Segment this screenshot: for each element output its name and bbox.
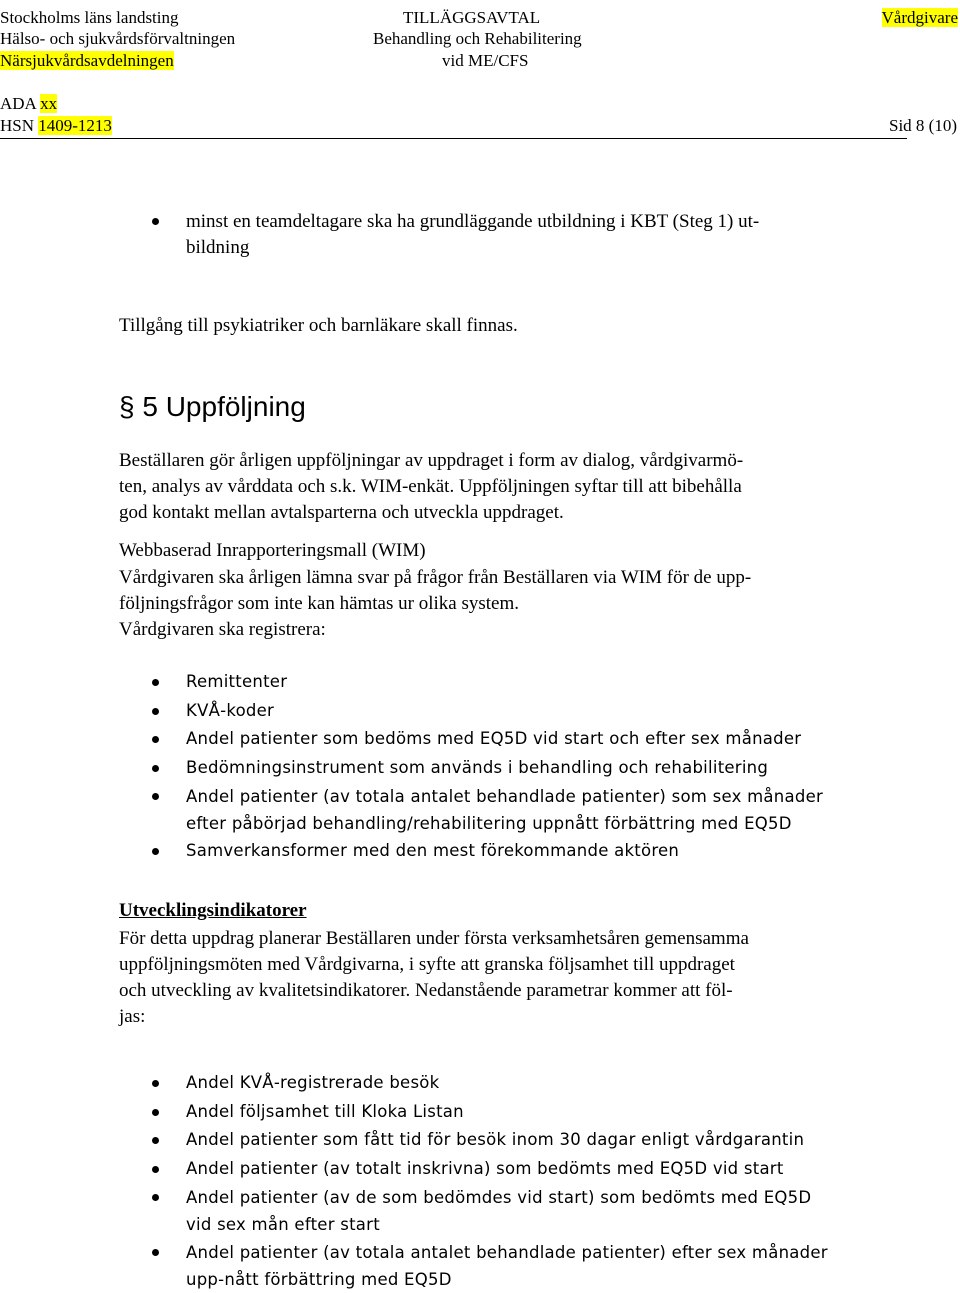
tillgang-paragraph: Tillgång till psykiatriker och barnläkare skall finnas.: [119, 315, 518, 336]
paragraph-line: För detta uppdrag planerar Beställaren under första verksamhetsåren gemensamma: [119, 928, 749, 949]
list-item: [0, 1069, 828, 1098]
indicators-paragraph: [119, 926, 749, 1030]
list-item: [0, 725, 823, 754]
doc-type: TILLÄGGSAVTAL: [403, 8, 541, 27]
indicator-list: [0, 1069, 828, 1293]
paragraph-line: Vårdgivaren ska årligen lämna svar på frågor från Beställaren via WIM för de upp-: [119, 567, 752, 588]
bullet-icon: [152, 848, 159, 855]
paragraph-line: ten, analys av vårddata och s.k. WIM-enkät. Uppföljningen syftar till att bibehålla: [119, 476, 742, 497]
list-item-text: Samverkansformer med den mest förekommande aktören: [186, 841, 680, 860]
section-heading: [119, 389, 306, 425]
bullet-icon: [152, 765, 159, 772]
paragraph-line: och utveckling av kvalitetsindikatorer. Nedanstående parametrar kommer att föl-: [119, 980, 733, 1001]
list-item-text: minst en teamdeltagare ska ha grundläggande utbildning i KBT (Steg 1) ut-: [186, 211, 760, 232]
list-item: [0, 1126, 828, 1155]
org-department: Hälso- och sjukvårdsförvaltningen: [0, 29, 236, 48]
list-item: [0, 668, 823, 697]
bullet-icon: [152, 736, 159, 743]
ada-value: xx: [40, 94, 58, 113]
list-item-text: Remittenter: [186, 672, 288, 691]
party-label: [882, 7, 958, 28]
list-item-text: Andel patienter (av totala antalet behandlade patienter) efter sex månader: [186, 1243, 828, 1262]
list-item-text-cont: efter påbörjad behandling/rehabilitering uppnått förbättring med EQ5D: [186, 814, 792, 833]
list-item-text: Andel patienter som fått tid för besök inom 30 dagar enligt vårdgarantin: [186, 1130, 805, 1149]
ada-reference: [0, 93, 57, 114]
doc-subject: Behandling och Rehabilitering: [373, 29, 582, 48]
bullet-icon: [152, 1249, 159, 1256]
bullet-icon: [152, 1080, 159, 1087]
bullet-icon: [152, 679, 159, 686]
list-item-text-cont: bildning: [186, 237, 250, 258]
bullet-icon: [152, 793, 159, 800]
list-item-text-cont: upp-nått förbättring med EQ5D: [186, 1270, 452, 1289]
indicators-heading: Utvecklingsindikatorer: [119, 900, 307, 921]
list-item: [0, 782, 823, 837]
page-number: Sid 8 (10): [889, 116, 957, 135]
org-division-text: Närsjukvårdsavdelningen: [0, 51, 174, 70]
followup-paragraph: [119, 448, 743, 526]
wim-paragraph: [119, 565, 751, 643]
section-title: 5 Uppföljning: [142, 391, 306, 422]
paragraph-line: uppföljningsmöten med Vårdgivarna, i syfte att granska följsamhet till uppdraget: [119, 954, 735, 975]
doc-subject-cont: vid ME/CFS: [442, 51, 529, 70]
hsn-reference: [0, 115, 112, 136]
list-item-text: Andel patienter (av de som bedömdes vid start) som bedömts med EQ5D: [186, 1188, 812, 1207]
list-item-text: Andel följsamhet till Kloka Listan: [186, 1101, 464, 1121]
paragraph-line: följningsfrågor som inte kan hämtas ur olika system.: [119, 593, 519, 614]
list-item: [0, 697, 823, 726]
bullet-icon: [152, 1166, 159, 1173]
list-item-text: Andel patienter som bedöms med EQ5D vid start och efter sex månader: [186, 729, 802, 748]
header-rule: [0, 138, 907, 139]
hsn-value: 1409-1213: [38, 116, 112, 135]
bullet-icon: [152, 708, 159, 715]
list-item-text: Andel patienter (av totalt inskrivna) som bedömts med EQ5D vid start: [186, 1158, 784, 1178]
bullet-icon: [152, 1137, 159, 1144]
list-item-text: KVÅ-koder: [186, 700, 275, 720]
list-item-text: Andel KVÅ-registrerade besök: [186, 1073, 440, 1092]
list-item: [0, 1238, 828, 1293]
list-item-text-cont: vid sex mån efter start: [186, 1215, 380, 1234]
bullet-icon: [152, 1109, 159, 1116]
kbt-list: [0, 209, 759, 261]
list-item: [0, 1155, 828, 1184]
org-name: Stockholms läns landsting: [0, 8, 179, 27]
list-item: [0, 1098, 828, 1127]
org-division: [0, 50, 174, 71]
paragraph-line: jas:: [119, 1006, 146, 1027]
bullet-icon: [152, 1194, 159, 1201]
bullet-icon: [152, 218, 159, 225]
section-symbol: §: [119, 391, 135, 422]
list-item: [0, 754, 823, 783]
list-item-text: Andel patienter (av totala antalet behandlade patienter) som sex månader: [186, 787, 823, 806]
paragraph-line: Beställaren gör årligen uppföljningar av uppdraget i form av dialog, vårdgivarmö-: [119, 450, 744, 471]
hsn-label: HSN: [0, 116, 35, 135]
list-item-text: Bedömningsinstrument som används i behandling och rehabilitering: [186, 757, 769, 777]
list-item: [0, 1183, 828, 1238]
register-list: [0, 668, 823, 866]
party-text: Vårdgivare: [881, 8, 958, 27]
paragraph-line: god kontakt mellan avtalsparterna och utveckla uppdraget.: [119, 502, 564, 523]
ada-label: ADA: [0, 94, 36, 113]
list-item: [0, 209, 759, 261]
wim-heading: Webbaserad Inrapporteringsmall (WIM): [119, 540, 426, 561]
list-item: [0, 837, 823, 866]
paragraph-line: Vårdgivaren ska registrera:: [119, 619, 326, 640]
